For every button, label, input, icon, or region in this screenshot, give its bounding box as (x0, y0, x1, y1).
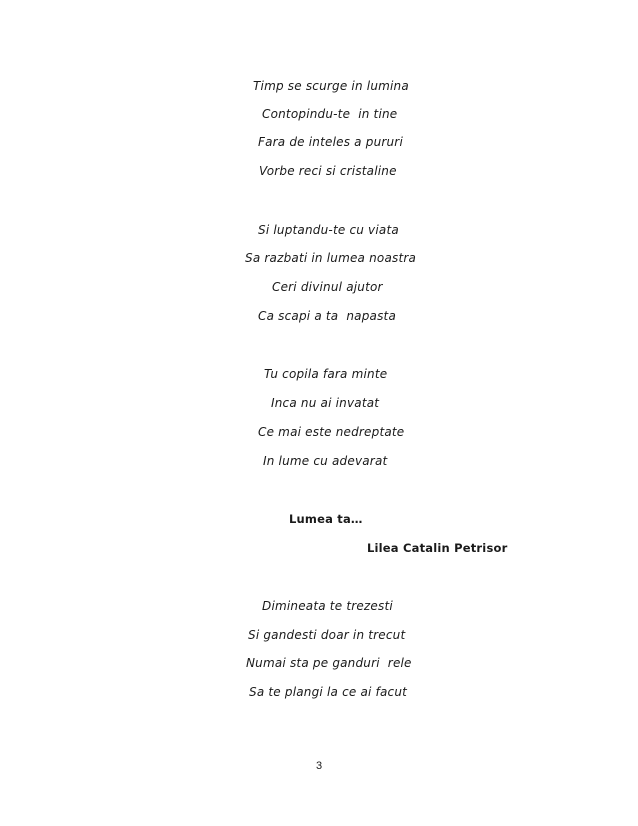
page-number: 3 (315, 760, 323, 772)
document-page: Timp se scurge in lumina Contopindu-te in tine Fara de inteles a pururi Vorbe reci si cristaline Si luptandu-te cu viata Sa razbati in lumea noastra Ceri divinul ajutor Ca scapi a ta napasta Tu copila fara minte Inca nu ai invatat Ce mai este nedreptate In lume cu adevarat Lumea ta… Lilea Catalin Petrisor Dimineata te trezesti Si gandesti doar in trecut Numai sta pe ganduri rele Sa te plangi la ce ai facut 3 (0, 0, 638, 826)
